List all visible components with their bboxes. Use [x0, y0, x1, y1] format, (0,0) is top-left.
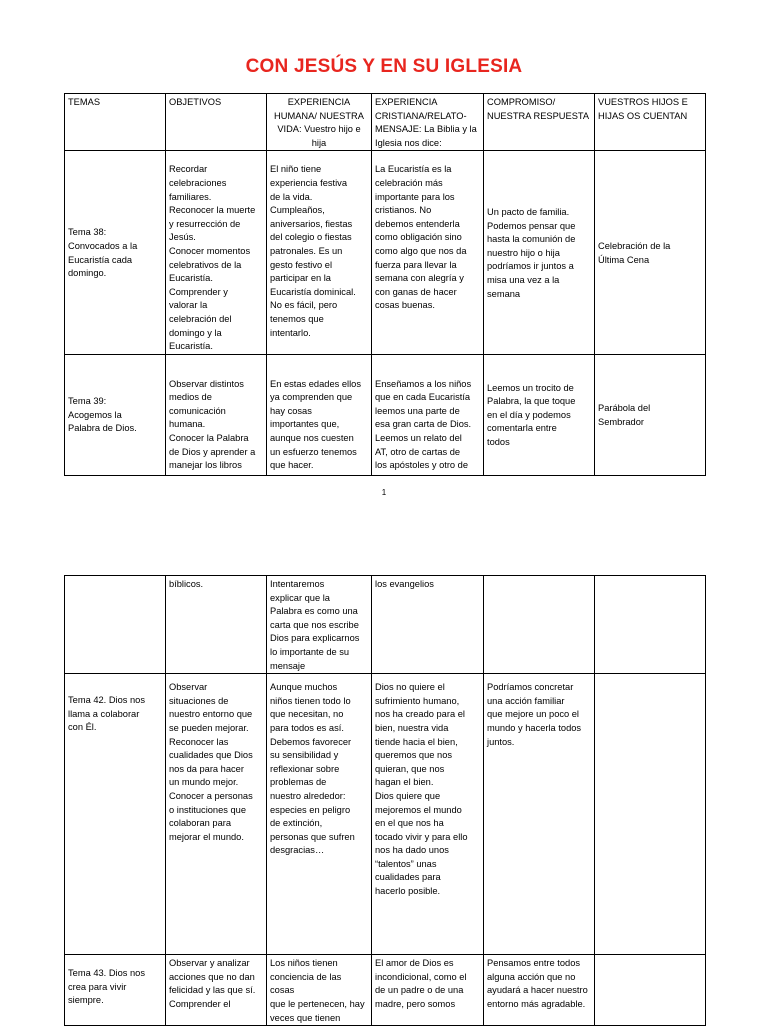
- cell-experiencia-humana: Los niños tienen conciencia de las cosas que le pertenecen, hay veces que tienen: [267, 955, 372, 1026]
- cell-experiencia-cristiana: La Eucaristía es la celebración más importante para los cristianos. No debemos entenderla como obligación sino como algo que nos da fuerza para llevar la semana con alegría y con ganas de hacer cosas buenas.: [372, 151, 484, 354]
- cell-experiencia-humana: El niño tiene experiencia festiva de la vida. Cumpleaños, aniversarios, fiestas del colegio o fiestas patronales. Es un gesto festivo el participar en la Eucaristía dominical. No es fácil, pero tenemos que intentarlo.: [267, 151, 372, 354]
- cell-compromiso: [484, 576, 595, 674]
- cell-compromiso: Leemos un trocito de Palabra, la que toque en el día y podemos comentarla entre todos: [484, 354, 595, 475]
- cell-tema: Tema 38: Convocados a la Eucaristía cada domingo.: [65, 151, 166, 354]
- cell-hijos: [595, 955, 706, 1026]
- cell-hijos: Parábola del Sembrador: [595, 354, 706, 475]
- header-experiencia-humana: EXPERIENCIA HUMANA/ NUESTRA VIDA: Vuestro hijo e hija: [267, 94, 372, 151]
- header-temas: TEMAS: [65, 94, 166, 151]
- cell-experiencia-cristiana: El amor de Dios es incondicional, como el de un padre o de una madre, pero somos: [372, 955, 484, 1026]
- cell-tema: Tema 43. Dios nos crea para vivir siempre.: [65, 955, 166, 1026]
- header-experiencia-cristiana: EXPERIENCIA CRISTIANA/RELATO- MENSAJE: La Biblia y la Iglesia nos dice:: [372, 94, 484, 151]
- document-title: CON JESÚS Y EN SU IGLESIA: [245, 56, 523, 77]
- cell-experiencia-cristiana: Dios no quiere el sufrimiento humano, nos ha creado para el bien, nuestra vida tiende hacia el bien, queremos que nos quieran, que nos hagan el bien. Dios quiere que mejoremos el mundo en el que nos ha tocado vivir y para ello nos ha dado unos “talentos” unas cualidades para hacerlo posible.: [372, 674, 484, 955]
- cell-compromiso: Pensamos entre todos alguna acción que no ayudará a hacer nuestro entorno más agradable.: [484, 955, 595, 1026]
- cell-objetivos: Observar y analizar acciones que no dan felicidad y las que sí. Comprender el: [166, 955, 267, 1026]
- cell-experiencia-humana: Intentaremos explicar que la Palabra es como una carta que nos escribe Dios para explicarnos lo importante de su mensaje: [267, 576, 372, 674]
- page-number: 1: [381, 488, 387, 497]
- cell-objetivos: bíblicos.: [166, 576, 267, 674]
- cell-experiencia-cristiana: Enseñamos a los niños que en cada Eucaristía leemos una parte de esa gran carta de Dios. Leemos un relato del AT, otro de cartas de los apóstoles y otro de: [372, 354, 484, 475]
- cell-objetivos: Observar distintos medios de comunicación humana. Conocer la Palabra de Dios y aprender a manejar los libros: [166, 354, 267, 475]
- cell-experiencia-humana: Aunque muchos niños tienen todo lo que necesitan, no para todos es así. Debemos favorecer su sensibilidad y reflexionar sobre problemas de nuestro alrededor: especies en peligro de extinción, personas que sufren desgracias…: [267, 674, 372, 955]
- cell-tema: Tema 42. Dios nos llama a colaborar con Él.: [65, 674, 166, 955]
- cell-hijos: [595, 576, 706, 674]
- table-row: [65, 151, 706, 354]
- cell-experiencia-cristiana: los evangelios: [372, 576, 484, 674]
- cell-objetivos: Observar situaciones de nuestro entorno que se pueden mejorar. Reconocer las cualidades que Dios nos da para hacer un mundo mejor. Conocer a personas o instituciones que colaboran para mejorar el mundo.: [166, 674, 267, 955]
- cell-experiencia-humana: En estas edades ellos ya comprenden que hay cosas importantes que, aunque nos cuesten un esfuerzo tenemos que hacer.: [267, 354, 372, 475]
- table-row: [65, 674, 706, 955]
- table-row: [65, 576, 706, 674]
- cell-objetivos: Recordar celebraciones familiares. Reconocer la muerte y resurrección de Jesús. Conocer momentos celebrativos de la Eucaristía. Comprender y valorar la celebración del domingo y la Eucaristía.: [166, 151, 267, 354]
- cell-compromiso: Un pacto de familia. Podemos pensar que hasta la comunión de nuestro hijo o hija podríamos ir juntos a misa una vez a la semana: [484, 151, 595, 354]
- curriculum-table-page1: [64, 93, 706, 476]
- cell-hijos: [595, 674, 706, 955]
- cell-tema: Tema 39: Acogemos la Palabra de Dios.: [65, 354, 166, 475]
- table-row: [65, 354, 706, 475]
- cell-compromiso: Podríamos concretar una acción familiar que mejore un poco el mundo y hacerla todos juntos.: [484, 674, 595, 955]
- table-header-row: [65, 94, 706, 151]
- header-compromiso: COMPROMISO/ NUESTRA RESPUESTA: [484, 94, 595, 151]
- header-hijos-cuentan: VUESTROS HIJOS E HIJAS OS CUENTAN: [595, 94, 706, 151]
- header-objetivos: OBJETIVOS: [166, 94, 267, 151]
- table-row: [65, 955, 706, 1026]
- curriculum-table-page2: [64, 575, 706, 1026]
- cell-tema: [65, 576, 166, 674]
- cell-hijos: Celebración de la Última Cena: [595, 151, 706, 354]
